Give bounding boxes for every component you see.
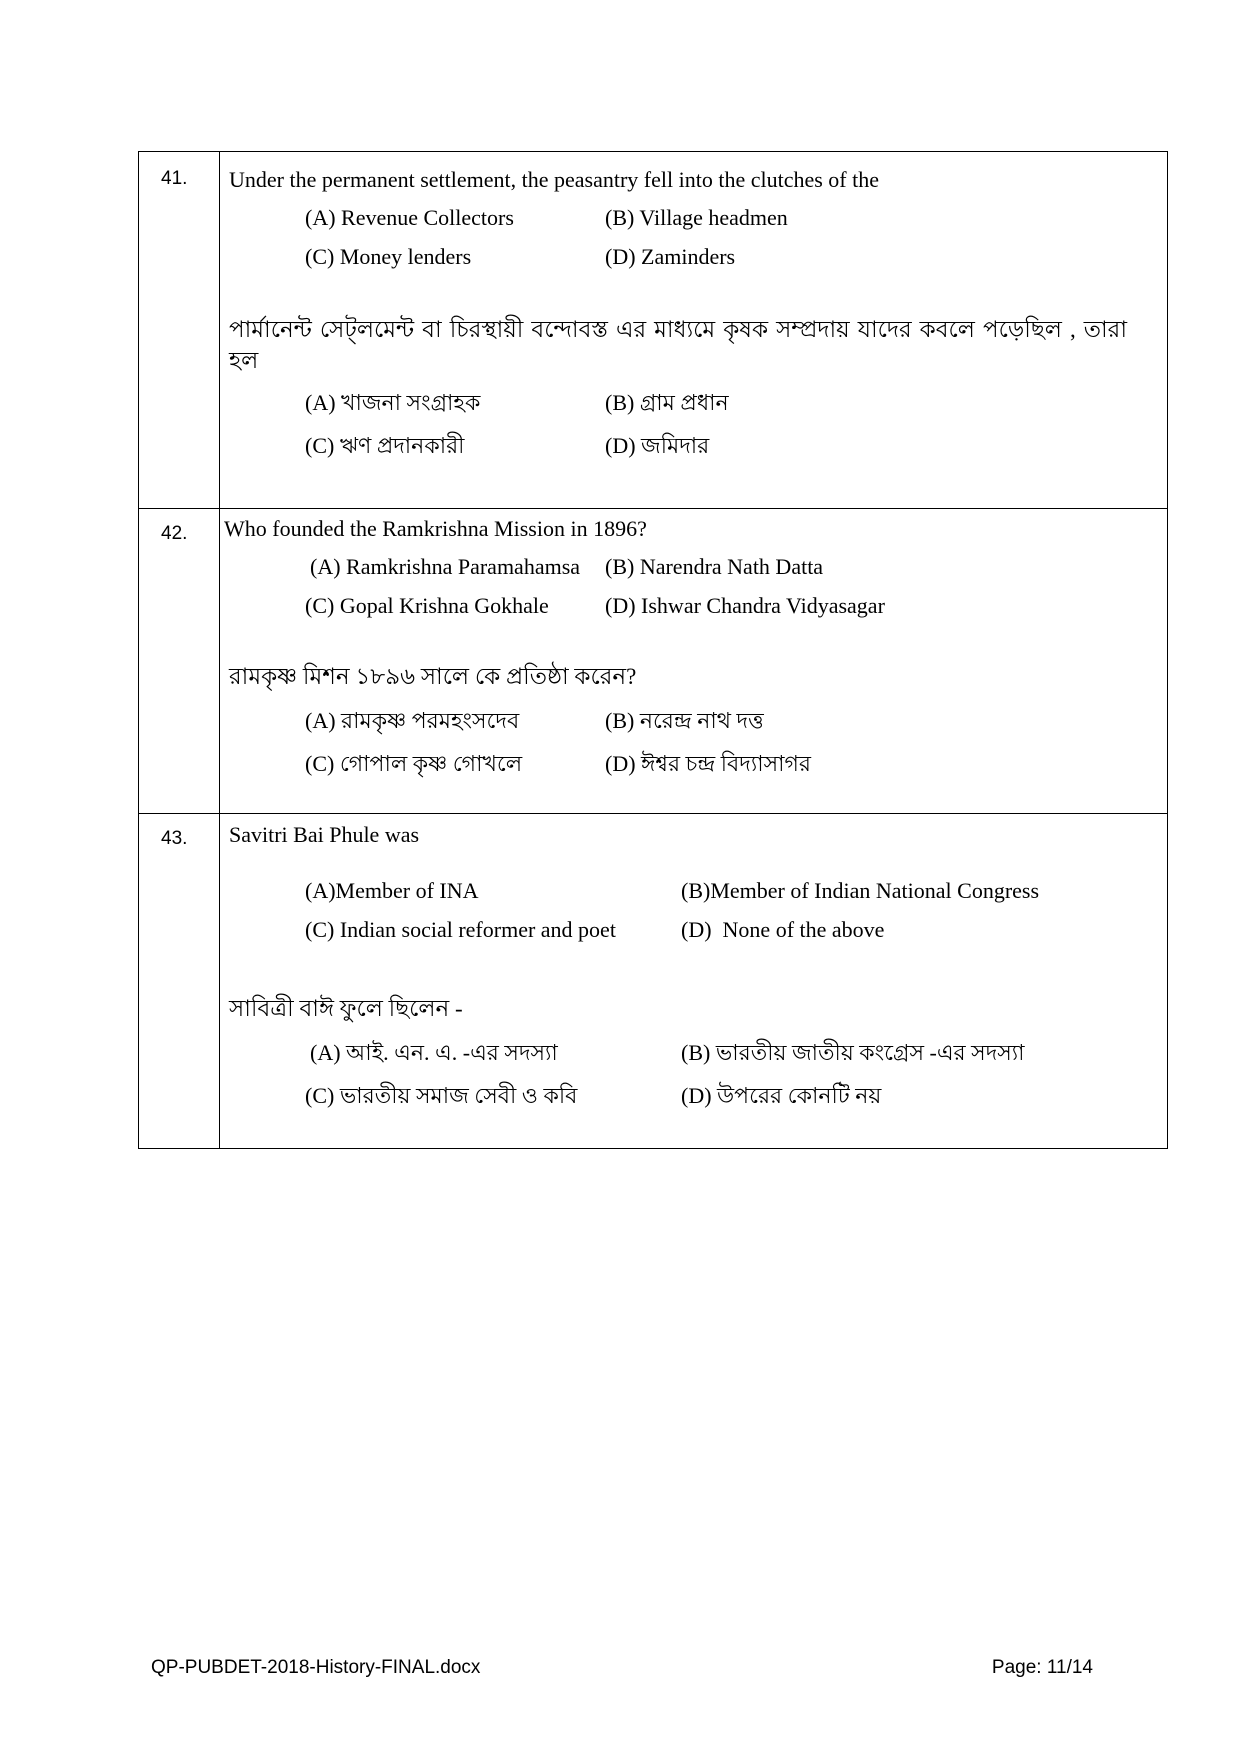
option-c: (C) ভারতীয় সমাজ সেবী ও কবি (305, 1082, 578, 1108)
option-c: (C) গোপাল কৃষ্ণ গোখলে (305, 750, 523, 776)
options-row (220, 1040, 1167, 1066)
question-number: 42. (161, 523, 188, 544)
option-c: (C) Indian social reformer and poet (305, 916, 616, 942)
question-text-english: Under the permanent settlement, the peasantry fell into the clutches of the (229, 167, 879, 192)
option-b: (B) Village headmen (605, 205, 788, 231)
option-d: (D) উপরের কোনটি নয় (681, 1082, 882, 1108)
question-number-cell (139, 509, 220, 814)
option-d: (D) Ishwar Chandra Vidyasagar (605, 592, 885, 618)
option-a: (A) আই. এন. এ. -এর সদস্যা (310, 1040, 558, 1066)
question-text-english: Savitri Bai Phule was (229, 822, 420, 847)
option-b: (B)Member of Indian National Congress (681, 878, 1040, 904)
option-b: (B) ভারতীয় জাতীয় কংগ্রেস -এর সদস্যা (681, 1040, 1025, 1066)
options-row (220, 708, 1167, 734)
question-row-43 (139, 814, 1168, 1149)
option-a: (A) রামকৃষ্ণ পরমহংসদেব (305, 708, 520, 734)
question-text-bengali: সাবিত্রী বাঈ ফুলে ছিলেন - (229, 996, 463, 1022)
options-row (220, 554, 1167, 580)
option-a: (A) Ramkrishna Paramahamsa (310, 554, 581, 580)
options-row (220, 433, 1167, 459)
question-number: 41. (161, 168, 188, 189)
question-number-cell (139, 152, 220, 509)
question-row-42 (139, 509, 1168, 814)
question-row-41 (139, 152, 1168, 509)
option-b: (B) নরেন্দ্র নাথ দত্ত (605, 708, 764, 734)
option-d: (D) Zaminders (605, 243, 736, 269)
option-d: (D) জমিদার (605, 432, 710, 458)
options-row (220, 917, 1167, 943)
question-number-cell (139, 814, 220, 1149)
option-c: (C) Gopal Krishna Gokhale (305, 592, 549, 618)
footer-page-number: Page: 11/14 (991, 1657, 1093, 1678)
question-body (220, 509, 1168, 814)
option-a: (A) Revenue Collectors (305, 205, 514, 231)
options-row (220, 244, 1167, 270)
question-text-bengali: রামকৃষ্ণ মিশন ১৮৯৬ সালে কে প্রতিষ্ঠা করেন? (229, 664, 637, 690)
question-number: 43. (161, 828, 188, 849)
question-body (220, 814, 1168, 1149)
question-body (220, 152, 1168, 509)
option-a: (A) খাজনা সংগ্রাহক (305, 390, 481, 416)
question-text-bengali: পার্মানেন্ট সেট্‌লমেন্ট বা চিরস্থায়ী বন্দোবস্ত এর মাধ্যমে কৃষক সম্প্রদায় যাদের কবলে পড়েছিল , তারা হল (229, 317, 1127, 374)
options-row (220, 751, 1167, 777)
options-row (220, 878, 1167, 904)
option-c: (C) Money lenders (305, 243, 472, 269)
option-b: (B) গ্রাম প্রধান (605, 390, 729, 416)
option-d: (D) ঈশ্বর চন্দ্র বিদ্যাসাগর (605, 750, 812, 776)
option-d: (D) None of the above (681, 916, 885, 942)
options-row (220, 1083, 1167, 1109)
options-row (220, 390, 1167, 416)
question-table (138, 151, 1168, 1149)
option-a: (A)Member of INA (305, 878, 479, 904)
options-row (220, 205, 1167, 231)
option-b: (B) Narendra Nath Datta (605, 554, 824, 580)
options-row (220, 593, 1167, 619)
footer-filename: QP-PUBDET-2018-History-FINAL.docx (151, 1657, 481, 1678)
question-text-english: Who founded the Ramkrishna Mission in 1896? (224, 516, 647, 541)
option-c: (C) ঋণ প্রদানকারী (305, 432, 465, 458)
